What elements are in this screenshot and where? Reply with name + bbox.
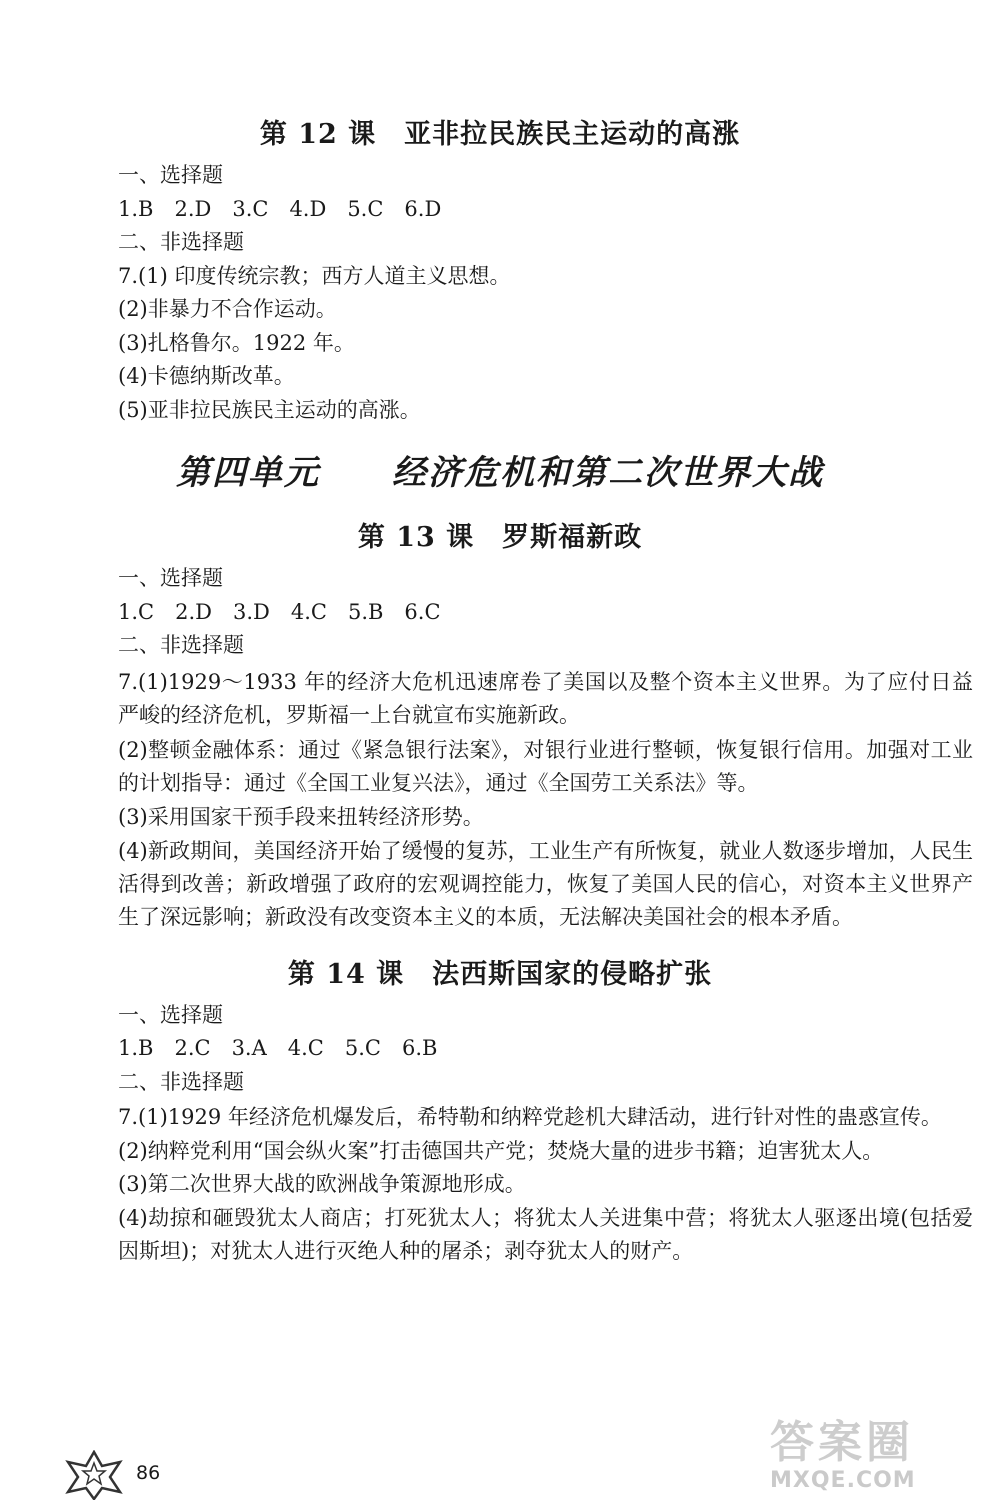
lesson-14-q7-1: 7.(1)1929 年经济危机爆发后，希特勒和纳粹党趁机大肆活动，进行针对性的蛊惑宣传。 (118, 1105, 942, 1129)
lesson-13-title: 第 13 课 罗斯福新政 (357, 522, 643, 553)
lesson-13-q7-4: (4)新政期间，美国经济开始了缓慢的复苏，工业生产有所恢复，就业人数逐步增加，人民生活得到改善；新政增强了政府的宏观调控能力，恢复了美国人民的信心，对资本主义世界产生了深远影响；新政没有改变资本主义的本质，无法解决美国社会的根本矛盾。 (118, 839, 973, 929)
lesson-14-q7-2: (2)纳粹党利用“国会纵火案”打击德国共产党；焚烧大量的进步书籍；迫害犹太人。 (118, 1139, 884, 1163)
lesson-14-section-nonchoice: 二、非选择题 (118, 1070, 244, 1094)
lesson-12-q7-1: 7.(1) 印度传统宗教；西方人道主义思想。 (118, 264, 511, 288)
page-number: 86 (136, 1462, 161, 1484)
lesson-12-q7-4: (4)卡德纳斯改革。 (118, 364, 295, 388)
lesson-12-q7-2: (2)非暴力不合作运动。 (118, 297, 337, 321)
lesson-13-choice-answers: 1.C 2.D 3.D 4.C 5.B 6.C (118, 600, 441, 624)
lesson-13-section-choice: 一、选择题 (118, 566, 223, 590)
watermark (770, 1418, 990, 1503)
lesson-14-q7-3: (3)第二次世界大战的欧洲战争策源地形成。 (118, 1172, 526, 1196)
watermark-url: MXQE.COM (770, 1468, 916, 1493)
lesson-12-section-nonchoice: 二、非选择题 (118, 230, 244, 254)
watermark-logo: 答案圈 (770, 1417, 914, 1468)
lesson-13-q7-3: (3)采用国家干预手段来扭转经济形势。 (118, 805, 484, 829)
lesson-13-q7-1: 7.(1)1929～1933 年的经济大危机迅速席卷了美国以及整个资本主义世界。为了应付日益严峻的经济危机，罗斯福一上台就宣布实施新政。 (118, 670, 973, 727)
lesson-12-q7-5: (5)亚非拉民族民主运动的高涨。 (118, 398, 421, 422)
lesson-13-q7-2: (2)整顿金融体系：通过《紧急银行法案》，对银行业进行整顿，恢复银行信用。加强对工业的计划指导：通过《全国工业复兴法》，通过《全国劳工关系法》等。 (118, 738, 973, 795)
lesson-12-q7-3: (3)扎格鲁尔。1922 年。 (118, 331, 355, 355)
lesson-12-choice-answers: 1.B 2.D 3.C 4.D 5.C 6.D (118, 197, 442, 221)
lesson-12-section-choice: 一、选择题 (118, 163, 223, 187)
lesson-13-section-nonchoice: 二、非选择题 (118, 633, 244, 657)
star-badge-icon (62, 1450, 126, 1500)
lesson-14-q7-4: (4)劫掠和砸毁犹太人商店；打死犹太人；将犹太人关进集中营；将犹太人驱逐出境(包括爱因斯坦)；对犹太人进行灭绝人种的屠杀；剥夺犹太人的财产。 (118, 1206, 973, 1263)
lesson-14-section-choice: 一、选择题 (118, 1003, 223, 1027)
lesson-12-title: 第 12 课 亚非拉民族民主运动的高涨 (259, 119, 741, 150)
lesson-14-title: 第 14 课 法西斯国家的侵略扩张 (287, 959, 713, 990)
lesson-14-choice-answers: 1.B 2.C 3.A 4.C 5.C 6.B (118, 1036, 438, 1060)
unit-4-title: 第四单元 经济危机和第二次世界大战 (176, 453, 824, 493)
